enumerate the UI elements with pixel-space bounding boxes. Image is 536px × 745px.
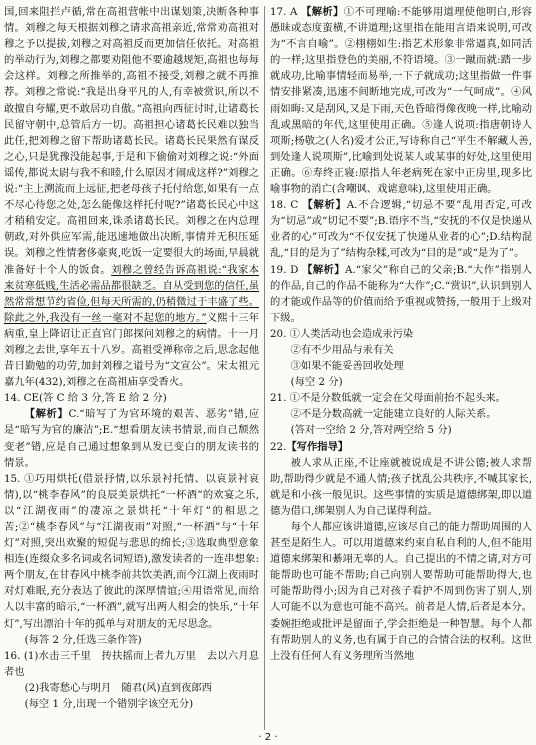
analysis-tag: 【解析】 <box>301 6 344 18</box>
translation-text-1: 国,回来阻拦卢循,常在高祖营帐中出谋划策,决断各种事情。刘穆之每天根据刘穆之请求高祖亲近,常常劝高祖对穆之予以提拔,刘穆之对高祖反而更加信任依托。 <box>4 6 259 51</box>
answer-19 <box>270 262 532 326</box>
left-column <box>4 4 259 732</box>
answer-14-head: 14. CE(答 C 给 3 分,答 E 给 2 分) <box>4 392 167 405</box>
answer-15-note: (每答 2 分,任选三条作答) <box>24 633 142 646</box>
answer-14-body: C.“暗写了为官环境的艰苦、恶劣”错,应是“暗写为官的廉洁”;E.“想看朋友读书情景,而自己颓然变老”错,应是自己通过想象到从发已变白的朋友读书的情景。 <box>4 408 259 469</box>
answer-17 <box>270 4 532 197</box>
writing-guide-tag: 【写作指导】 <box>286 440 349 453</box>
analysis-tag: 【解析】 <box>24 408 69 421</box>
translation-text-2: 对高祖的举动行为,刘穆之都要劝阻他不要逾越规矩,高祖也每每会这样。刘穆之所推举的,高祖不接受,刘穆之就不再推荐。刘穆之常说:“我是出身平凡的人,有幸被赏识,所以不敢擅自夸耀,更不敢居功自傲。” <box>4 38 259 115</box>
translation-text-4: 刘穆之性情奢侈豪爽,吃饭一定要很大的场面,早晨就准备好十个人的饭食。 <box>4 247 259 276</box>
translation-text-3: 高祖向西征讨时,让诸葛长民留守朝中,总管后方一切。高祖担心诸葛长民难以独当此任,把刘穆之留下帮助诸葛长民。诸葛长民果然有谋反之心,只是犹豫没能起事,于是和下偷偷对刘穆之说:“外面谣传,都说太尉与我不和睦,什么原因才闹成这样?”刘穆之说:“主上溯流而上远征,把老母孩子托付给您,如果有一点不尽心待您之处,怎么能像这样托付呢?”诸葛长民心中这才稍稍安定。高祖回来,诛杀诸葛长民。刘穆之在内总理朝政,对外供应军需,能迅速地做出决断,事情并无积压延误。 <box>4 102 259 260</box>
answer-20-line-2: ②有不少用品与汞有关 <box>290 343 394 356</box>
translation-text-5: 义熙十三年病重,皇上降诏让正直官门郎探问刘穆之的病情。十一月刘穆之去世,享年五十八岁。高祖受禅称帝之后,思念起他昔日勤勉的功劳,加封刘穆之谥号为“文宣公”。宋太祖元嘉九年(432),刘穆之在高祖庙享受香火。 <box>4 311 259 389</box>
answer-22-paragraph-1: 被人求从正座,不让座就被说成是不讲公德;被人求帮助,帮助得少就是不通人情;孩子扰乱公共秩序,不喊其家长,就是和小孩一般见识。这些事情的实质是道德绑架,即以道德为借口,绑架别人为自己谋得利益。 <box>270 456 532 517</box>
answer-18-num: 18. C <box>270 199 299 212</box>
answer-21-line-2: ②不是分数高就一定能建立良好的人际关系。 <box>290 408 497 421</box>
answer-22-num: 22. <box>270 440 287 453</box>
answer-20-line-3: ③如果不能妥善回收处理 <box>290 360 404 373</box>
answer-17-num: 17. A <box>270 6 298 18</box>
answer-17-body: ①不可理喻:不能够用道理使他明白,形容愚昧或态度蛮横,不讲道理;这里指在能用言语来说明,可改为“不言自喻”。②栩栩如生:指艺术形象非常逼真,如同活的一样;这里指登色的美丽,不符语境。③一蹴而就:踏一步就成功,比喻事情轻而易举,一下子就成功;这里指做一件事情安排紧凑,迅速不间断地完成,可改为“一气呵成”。④风雨如晦:又是刮风,又是下雨,天色昏暗得像夜晚一样,比喻动乱或黑暗的年代,这里使用正确。⑤逢人说项:指唐朝诗人项斯;杨敬之(人名)爱才公正,写诗称自己“平生不解藏人善,到处逢人说项斯”,比喻到处说某人或某事的好处,这里使用正确。⑥寿终正寝:原指人年老病死在家中正房里,现多比喻事物的消亡(含嘲讽、戏谑意味),这里使用正确。 <box>270 6 532 196</box>
answer-19-body: A.“家父”称自己的父亲;B.“大作”指别人的作品,自己的作品不能称为“大作”;C.“赏识”,认识到别人的才能或作品等的价值而给予重视或赞扬,一般用于上级对下级。 <box>270 263 532 324</box>
answer-16-line-1: 16. (1)水击三千里 抟扶摇而上者九万里 去以六月息者也 <box>4 649 259 678</box>
answer-21-line-1: 21. ①不是分数低就一定会在父母面前抬不起头来。 <box>270 392 506 405</box>
column-divider <box>264 6 265 730</box>
answer-16-line-2: (2)我寄愁心与明月 随君(风)直到夜郎西 <box>24 681 212 694</box>
right-column <box>270 4 532 732</box>
answer-21-note: (答对一空给 2 分,答对两空给 5 分) <box>290 424 452 437</box>
analysis-tag: 【解析】 <box>302 199 347 212</box>
underlined-sentence-2: 除此之外,我没有一丝一毫对不起您的地方。” <box>4 311 207 324</box>
answer-20-line-1: 20. ①人类活动也会造成汞污染 <box>270 327 414 340</box>
answer-16-note: (每空 1 分,出现一个错别字该空无分) <box>24 698 194 711</box>
answer-15: 15. ①巧用烘托(借景抒情,以乐景衬托情、以哀景衬哀情),以“桃李春风”的良辰美景烘托“一杯酒”的欢宴之乐,以“江湖夜雨”的凄凉之景烘托“十年灯”的相思之苦;②“桃李春风”与“江湖夜雨”对照,“一杯酒”与“十年灯”对照,突出欢聚的短促与悲思的绵长;③选取典型意象相连(连缀众多名词或名词短语),激发读者的一连串想象:两个朋友,在甘春风中桃李前共饮美酒,而今江湖上夜雨时对灯难眠,充分表达了彼此的深厚情谊;④用语常见,而给人以丰富的暗示,“一杯酒”,就写出两人相会的快乐,“十年灯”,写出漂泊十年的孤单与对朋友的无尽思念。 <box>4 472 259 630</box>
answer-22-paragraph-2: 每个人都应该讲道德,应该尽自己的能力帮助周围的人甚至是陌生人。可以用道德来约束自私自利的人,但不能用道德来绑架和綦翊无辜的人。自己提出的不情之请,对方可能帮助也可能不帮助;自己向别人要帮助可能帮助得大,也可能帮助得小;因为自己对孩子看护不周到伤害了别人,别人可能不以为意也可能不高兴。前者是人情,后者是本分。委婉拒绝或批评是留面子,学会拒绝是一种智慧。每个人都有帮助别人的义务,也有属于自己的合情合法的权利。这世上没有任何人有义务理所当然地 <box>270 521 532 662</box>
answer-19-num: 19. D <box>270 263 299 276</box>
answer-22-head <box>270 439 532 455</box>
analysis-tag: 【解析】 <box>302 263 346 276</box>
translation-paragraph <box>4 4 259 390</box>
answer-14-explanation <box>4 406 259 470</box>
page-number: · 2 · <box>258 732 278 743</box>
underlined-sentence-1: 刘穆之曾经告诉高祖说:“我家本来贫寒低贱,生活必需品都很缺乏。自从受到您的信任,虽然常常想节约省俭,但每天所需的,仍稍微过于丰盛了些。 <box>4 263 259 308</box>
answer-18-body: A.不合逻辑,“切忌不要”乱用否定,可改为“切忌”或“切记不要”;B.语序不当,“安抚的不仅是快递从业者的心”可改为“不仅安抚了快递从业者的心”;D.结构混乱,“目的是为了”结构杂糅,可改为“目的是”或“是为了”。 <box>270 199 532 260</box>
answer-18 <box>270 197 532 261</box>
answer-20-note: (每空 2 分) <box>290 376 343 389</box>
